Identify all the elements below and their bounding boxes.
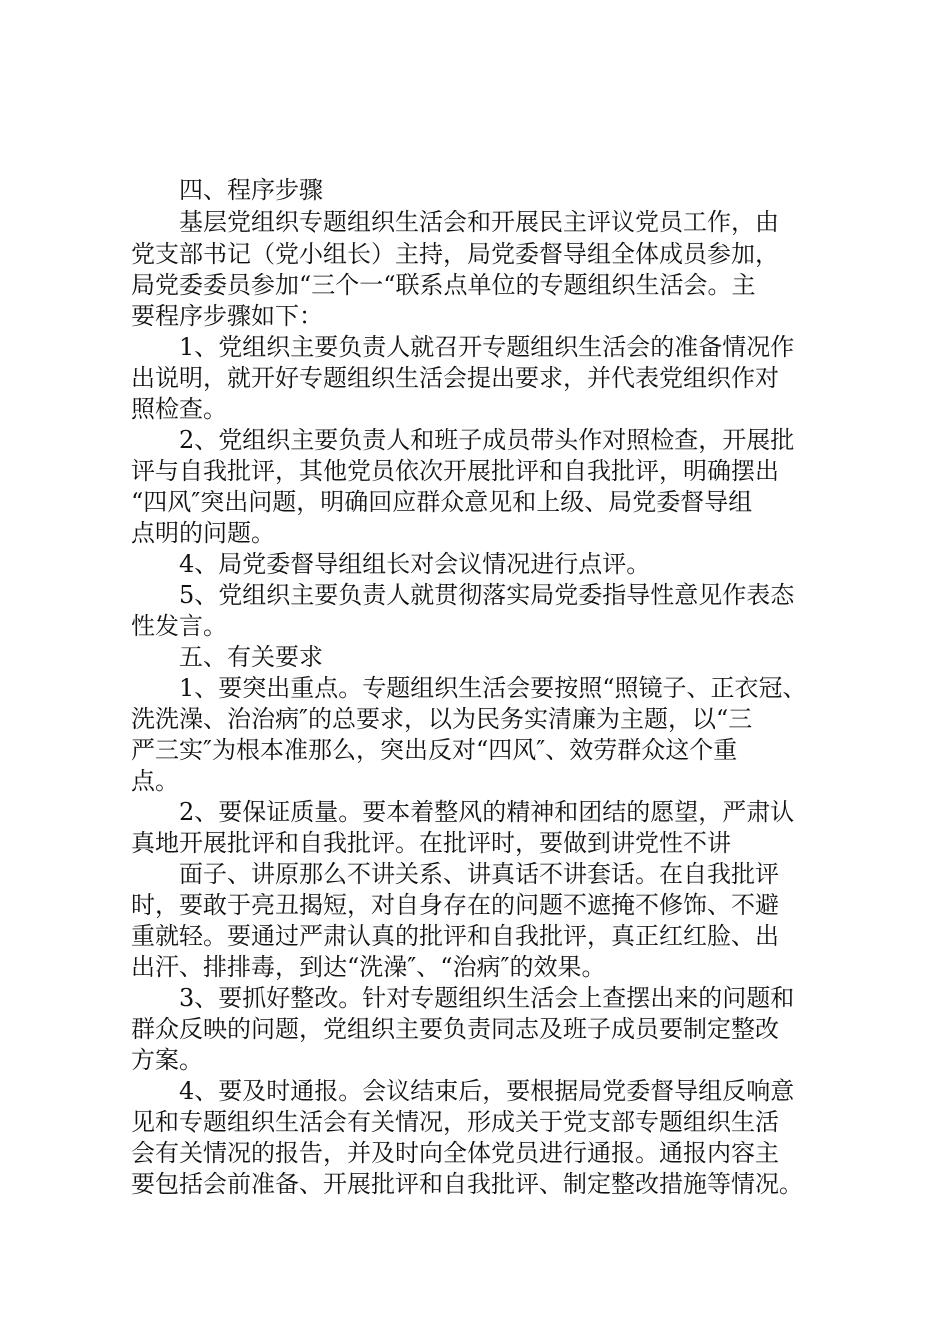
paragraph-line: 要包括会前准备、开展批评和自我批评、制定整改措施等情况。 (131, 1170, 803, 1198)
paragraph-line: 2、要保证质量。要本着整风的精神和团结的愿望，严肃认 (131, 798, 795, 826)
paragraph-line: 真地开展批评和自我批评。在批评时，要做到讲党性不讲 (131, 829, 731, 857)
paragraph-line: 点。 (131, 767, 179, 795)
paragraph-line: 性发言。 (131, 612, 227, 640)
paragraph-line: 点明的问题。 (131, 519, 275, 547)
paragraph-line: 1、要突出重点。专题组织生活会要按照“照镜子、正衣冠、 (131, 674, 807, 702)
paragraph-line: “四风″突出问题，明确回应群众意见和上级、局党委督导组 (131, 488, 753, 516)
paragraph-line: 3、要抓好整改。针对专题组织生活会上查摆出来的问题和 (131, 984, 795, 1012)
section-heading-requirements: 五、有关要求 (131, 643, 323, 671)
paragraph-line: 照检查。 (131, 395, 227, 423)
section-heading-procedure: 四、程序步骤 (131, 176, 323, 204)
paragraph-line: 4、要及时通报。会议结束后，要根据局党委督导组反响意 (131, 1077, 795, 1105)
paragraph-line: 2、党组织主要负责人和班子成员带头作对照检查，开展批 (131, 426, 795, 454)
paragraph-line: 方案。 (131, 1046, 203, 1074)
paragraph-line: 见和专题组织生活会有关情况，形成关于党支部专题组织生活 (131, 1108, 779, 1136)
paragraph-line: 洗洗澡、治治病″的总要求，以为民务实清廉为主题，以“三 (131, 705, 753, 733)
paragraph-line: 局党委委员参加“三个一“联系点单位的专题组织生活会。主 (131, 271, 756, 299)
paragraph-line: 要程序步骤如下： (131, 302, 323, 330)
paragraph-line: 严三实″为根本准那么，突出反对“四风″、效劳群众这个重 (131, 736, 738, 764)
paragraph-line: 时，要敢于亮丑揭短，对自身存在的问题不遮掩不修饰、不避 (131, 891, 779, 919)
paragraph-line: 基层党组织专题组织生活会和开展民主评议党员工作，由 (131, 208, 779, 236)
paragraph-line: 4、局党委督导组组长对会议情况进行点评。 (131, 550, 651, 578)
paragraph-line: 出说明，就开好专题组织生活会提出要求，并代表党组织作对 (131, 364, 779, 392)
paragraph-line: 党支部书记（党小组长）主持，局党委督导组全体成员参加， (131, 240, 779, 268)
paragraph-line: 面子、讲原那么不讲关系、讲真话不讲套话。在自我批评 (131, 860, 779, 888)
paragraph-line: 重就轻。要通过严肃认真的批评和自我批评，真正红红脸、出 (131, 922, 779, 950)
paragraph-line: 1、党组织主要负责人就召开专题组织生活会的准备情况作 (131, 333, 795, 361)
paragraph-line: 群众反映的问题，党组织主要负责同志及班子成员要制定整改 (131, 1015, 779, 1043)
paragraph-line: 出汗、排排毒，到达“洗澡″、“治病″的效果。 (131, 953, 606, 981)
paragraph-line: 5、党组织主要负责人就贯彻落实局党委指导性意见作表态 (131, 581, 795, 609)
paragraph-line: 评与自我批评，其他党员依次开展批评和自我批评，明确摆出 (131, 457, 779, 485)
paragraph-line: 会有关情况的报告，并及时向全体党员进行通报。通报内容主 (131, 1139, 779, 1167)
